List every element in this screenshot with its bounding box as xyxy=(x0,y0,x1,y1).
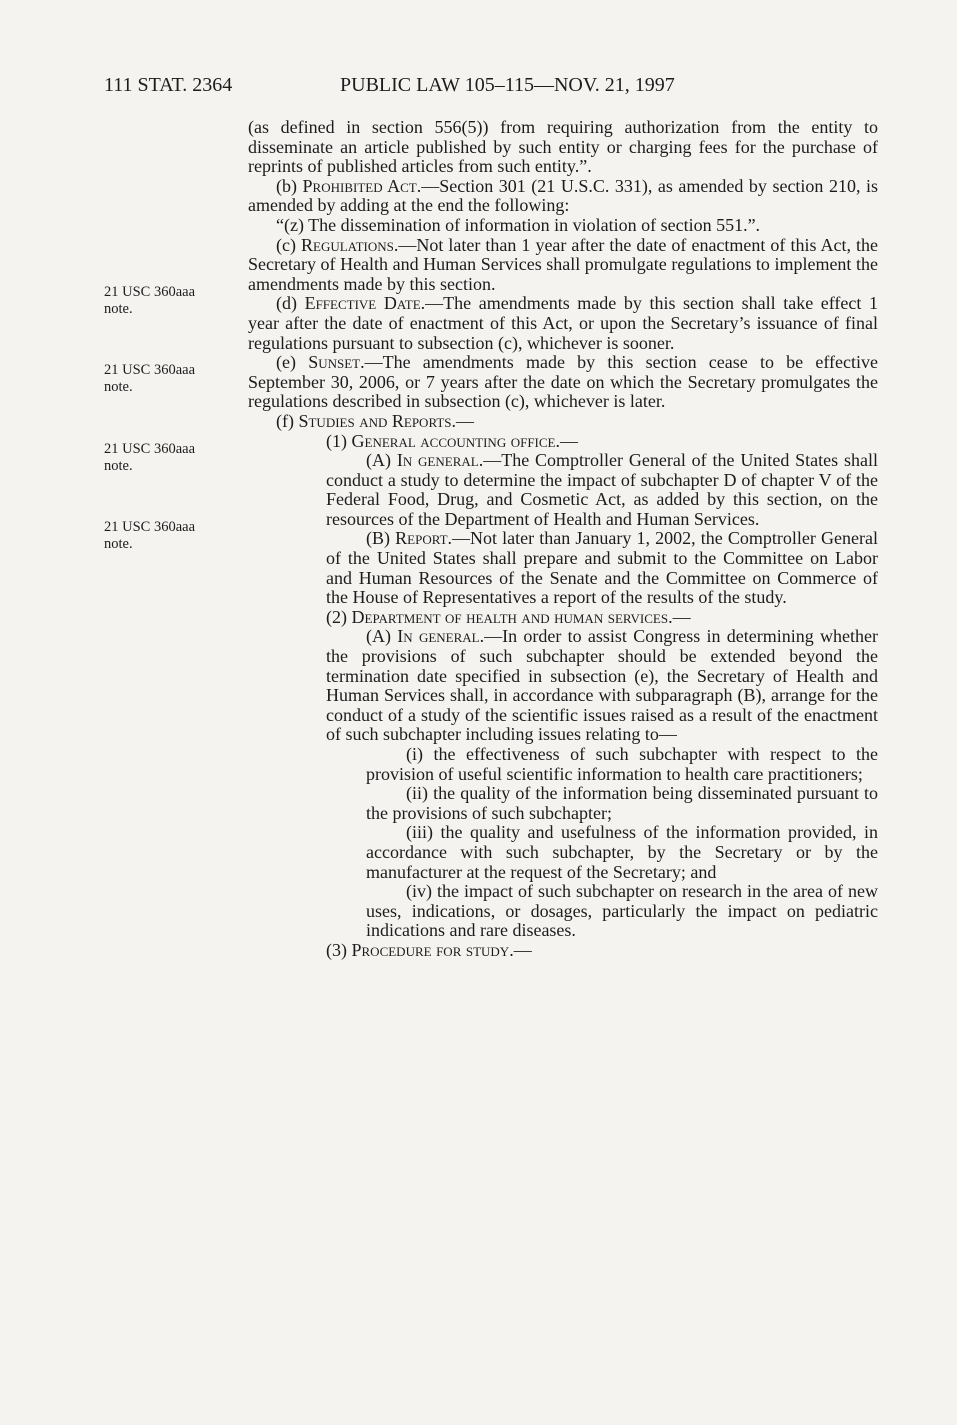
law-body xyxy=(248,118,878,961)
clause-i: (i) the effectiveness of such subchapter with respect to the provision of useful scientific information to health care practitioners; xyxy=(366,744,878,784)
paragraph-heading: General accounting office xyxy=(351,430,556,451)
margin-note: 21 USC 360aaa note. xyxy=(104,519,196,552)
clause-iii: (iii) the quality and usefulness of the information provided, in accordance with such subchapter, by the Secretary or by the manufacturer at the request of the Secretary; and xyxy=(366,822,878,882)
margin-note: 21 USC 360aaa note. xyxy=(104,362,196,395)
quoted-paragraph-z: “(z) The dissemination of information in violation of section 551.”. xyxy=(276,214,761,235)
paragraph-f3: (3) Procedure for study.— xyxy=(326,939,532,960)
subsection-c: (c) Regulations.—Not later than 1 year after the date of enactment of this Act, the Secretary of Health and Human Services shall promulgate regulations to implement the amendments made by this section. xyxy=(248,234,878,294)
clause-iv: (iv) the impact of such subchapter on research in the area of new uses, indications, or dosages, particularly the impact on pediatric indications and rare diseases. xyxy=(366,881,878,941)
subsection-b: (b) Prohibited Act.—Section 301 (21 U.S.C. 331), as amended by section 210, is amended by adding at the end the following: xyxy=(248,175,878,216)
paragraph-continuation: (as defined in section 556(5)) from requiring authorization from the entity to disseminate an article published by such entity or charging fees for the purchase of reprints of published articles from such entity.”. xyxy=(248,117,878,177)
page-header xyxy=(104,74,824,100)
paragraph-f1: (1) General accounting office.— xyxy=(326,430,578,451)
paragraph-heading: Department of health and human services xyxy=(351,606,669,627)
subsection-heading: Effective Date xyxy=(304,293,421,314)
stat-page-number: 111 STAT. 2364 xyxy=(104,74,233,96)
subsection-heading: Sunset xyxy=(308,352,361,373)
subparagraph-f1B: (B) Report.—Not later than January 1, 2002, the Comptroller General of the United States shall prepare and submit to the Committee on Labor and Human Resources of the Senate and the Committee on Commerce of the House of Representatives a report of the results of the study. xyxy=(326,528,878,608)
clause-ii: (ii) the quality of the information being disseminated pursuant to the provisions of such subchapter; xyxy=(366,783,878,823)
subparagraph-heading: In general xyxy=(396,450,479,471)
subparagraph-heading: In general xyxy=(397,626,480,647)
paragraph-heading: Procedure for study xyxy=(351,939,510,960)
subparagraph-heading: Report xyxy=(395,528,448,549)
subsection-heading: Regulations xyxy=(301,234,394,255)
subparagraph-f1A: (A) In general.—The Comptroller General of the United States shall conduct a study to determine the impact of subchapter D of chapter V of the Federal Food, Drug, and Cosmetic Act, as added by this section, on the resources of the Department of Health and Human Services. xyxy=(326,450,878,529)
subsection-heading: Studies and Reports xyxy=(298,410,452,431)
public-law-title: PUBLIC LAW 105–115—NOV. 21, 1997 xyxy=(340,74,675,96)
subsection-heading: Prohibited Act xyxy=(302,175,417,196)
subsection-f: (f) Studies and Reports.— xyxy=(276,410,475,431)
subparagraph-f2A: (A) In general.—In order to assist Congress in determining whether the provisions of such subchapter should be extended beyond the termination date specified in subsection (e), the Secretary of Health and Human Services shall, in accordance with subparagraph (B), arrange for the conduct of a study of the scientific issues raised as a result of the enactment of such subchapter including issues relating to— xyxy=(326,626,878,745)
margin-note: 21 USC 360aaa note. xyxy=(104,284,196,317)
subsection-d: (d) Effective Date.—The amendments made by this section shall take effect 1 year after the date of enactment of this Act, or upon the Secretary’s issuance of final regulations pursuant to subsection (c), whichever is sooner. xyxy=(248,293,878,353)
paragraph-f2: (2) Department of health and human services.— xyxy=(326,606,691,627)
margin-note: 21 USC 360aaa note. xyxy=(104,441,196,474)
subsection-e: (e) Sunset.—The amendments made by this section cease to be effective September 30, 2006, or 7 years after the date on which the Secretary promulgates the regulations described in subsection (c), whichever is later. xyxy=(248,352,878,412)
